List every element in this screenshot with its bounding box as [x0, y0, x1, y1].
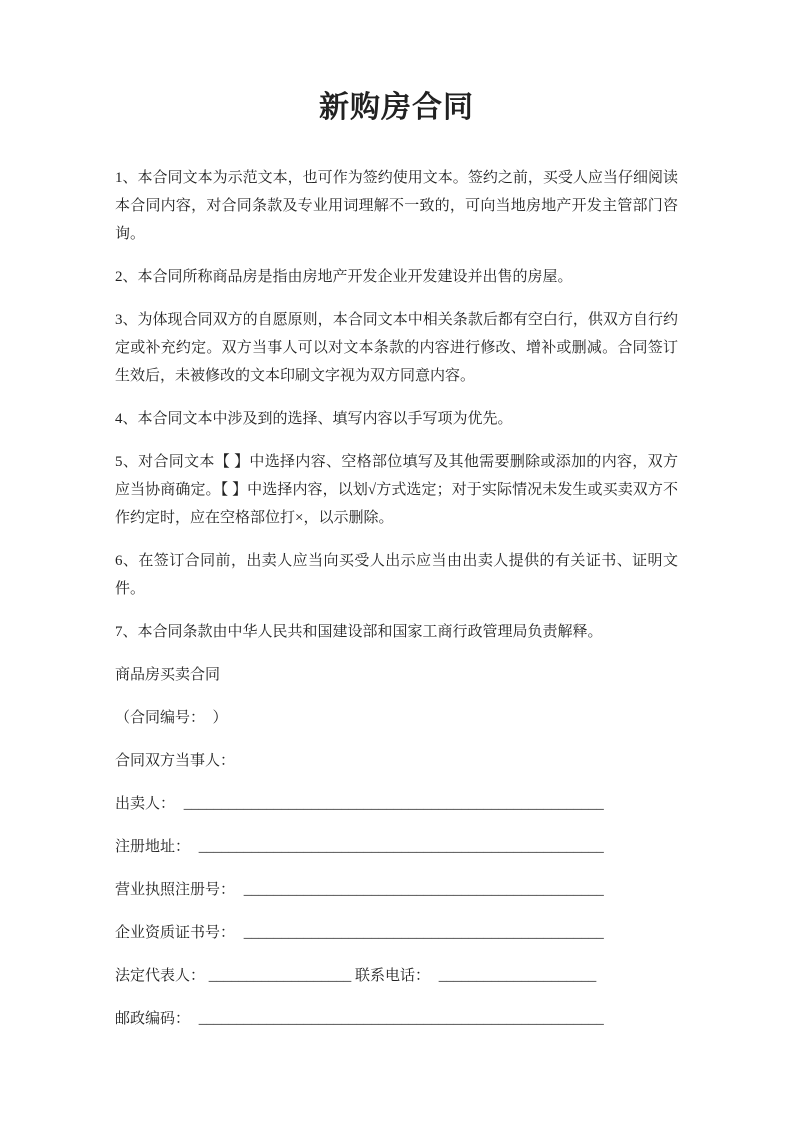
seller-label: 出卖人： — [115, 796, 176, 812]
note-paragraph-1: 1、本合同文本为示范文本，也可作为签约使用文本。签约之前，买受人应当仔细阅读本合同内容，对合同条款及专业用词理解不一致的，可向当地房地产开发主管部门咨询。 — [115, 170, 678, 242]
qualification-cert-blank-line: ________________________________________________ — [243, 925, 604, 941]
qualification-cert-field-row — [115, 919, 678, 947]
postal-code-blank-line: ______________________________________________________ — [198, 1011, 604, 1027]
legal-representative-field-row — [115, 962, 678, 990]
business-license-blank-line: ________________________________________________ — [243, 882, 604, 898]
qualification-cert-label: 企业资质证书号： — [115, 925, 236, 941]
document-title: 新购房合同 — [319, 91, 474, 124]
postal-code-field-row — [115, 1005, 678, 1033]
note-paragraph-4: 4、本合同文本中涉及到的选择、填写内容以手写项为优先。 — [115, 411, 513, 427]
contract-number-line: （合同编号： ） — [115, 710, 228, 726]
parties-heading: 合同双方当事人： — [115, 753, 236, 769]
postal-code-label: 邮政编码： — [115, 1011, 191, 1027]
note-paragraph-2: 2、本合同所称商品房是指由房地产开发企业开发建设并出售的房屋。 — [115, 269, 573, 285]
contact-phone-blank-line: _____________________ — [438, 968, 597, 984]
legal-representative-blank-line: ___________________ — [208, 968, 352, 984]
business-license-field-row — [115, 876, 678, 904]
seller-blank-line: ________________________________________________________ — [183, 796, 604, 812]
legal-representative-label: 法定代表人： — [115, 968, 206, 984]
business-license-label: 营业执照注册号： — [115, 882, 236, 898]
registered-address-label: 注册地址： — [115, 839, 191, 855]
note-paragraph-7: 7、本合同条款由中华人民共和国建设部和国家工商行政管理局负责解释。 — [115, 624, 603, 640]
registered-address-field-row — [115, 833, 678, 861]
seller-field-row — [115, 790, 678, 818]
note-paragraph-5: 5、对合同文本【 】中选择内容、空格部位填写及其他需要删除或添加的内容，双方应当协商确定。【 】中选择内容，以划√方式选定；对于实际情况未发生或买卖双方不作约定时，应在空格部位打×，以示删除。 — [115, 454, 678, 526]
note-paragraph-3: 3、为体现合同双方的自愿原则，本合同文本中相关条款后都有空白行，供双方自行约定或补充约定。双方当事人可以对文本条款的内容进行修改、增补或删减。合同签订生效后，未被修改的文本印刷文字视为双方同意内容。 — [115, 312, 678, 384]
contract-subtitle: 商品房买卖合同 — [115, 667, 221, 683]
note-paragraph-6: 6、在签订合同前，出卖人应当向买受人出示应当由出卖人提供的有关证书、证明文件。 — [115, 553, 678, 597]
registered-address-blank-line: ______________________________________________________ — [198, 839, 604, 855]
contact-phone-label: 联系电话： — [355, 968, 431, 984]
